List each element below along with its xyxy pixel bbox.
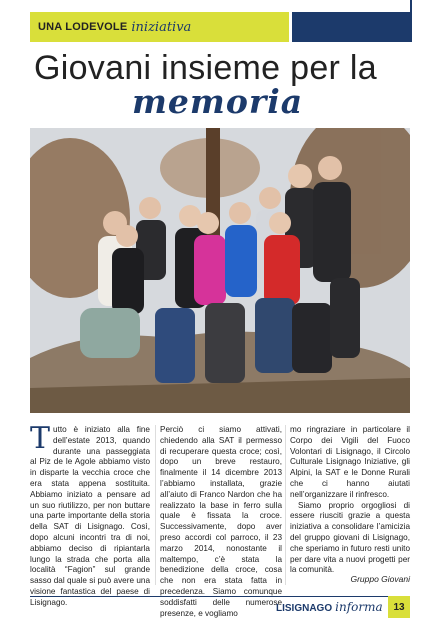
article-title-script: memoria: [132, 82, 304, 121]
header-rule: [410, 0, 412, 42]
article-text: utto è iniziato alla fine dell’estate 2013, quando durante una passeggiata al Piz de le Agole abbiamo visto in disparte la vecchia croce che era stata appena sostituita. Abbiamo iniziato a pensare ad un suo riutilizzo, per non buttare una parte importante della storia della SAT di Lisignago. Così, dopo alcuni incontri tra di noi, abbiamo deciso di ripiantarla lungo la strada che porta alla località “Fagion” sul grande sasso dal quale si può avere una visione fantastica del paese di Lisignago.: [30, 425, 150, 607]
footer-rule: [30, 596, 388, 597]
page-number: 13: [388, 596, 410, 618]
column-divider: [155, 425, 156, 585]
article-column-2: [160, 425, 282, 619]
article-column-1: [30, 421, 150, 609]
article-title: Giovani insieme per la: [34, 49, 377, 87]
drop-cap: T: [30, 421, 51, 456]
column-divider: [285, 425, 286, 585]
footer-brand-name: LISIGNAGO: [276, 603, 333, 614]
article-text: Perciò ci siamo attivati, chiedendo alla SAT il permesso di recuperare questa croce; così, dopo un breve restauro, finalmente il 14 dicembre 2013 l’abbiamo installata, grazie all’aiuto di Franco Nardon che ha realizzato la base in ferro sulla quale è fissata la croce. Successivamente, dopo aver preso accordi col parroco, il 23 marzo 2014, nonostante il maltempo, c’è stata la benedizione della croce, cosa che non era stata fatta in precedenza. Siamo comunque soddisfatti delle numerose presenze, e vogliamo: [160, 425, 282, 618]
section-kicker: UNA LODEVOLE: [38, 21, 128, 33]
header-navy-block: [292, 12, 410, 42]
section-kicker-script: iniziativa: [131, 19, 192, 35]
group-photo-illustration: [30, 128, 410, 413]
article-text: Siamo proprio orgogliosi di essere riusciti grazie a questa iniziativa a consolidare l’amicizia del gruppo giovani di Lisignago, che speriamo in futuro resti unito per dare vita a nuovi progetti per la comunità.: [290, 500, 410, 575]
article-text: mo ringraziare in particolare il Corpo dei Vigili del Fuoco Volontari di Lisignago, il Circolo Culturale Lisignago Iniziative, gli Alpini, la SAT e le Donne Rurali che ci hanno aiutati nell’organizzare il rinfresco.: [290, 425, 410, 499]
article-signature: Gruppo Giovani: [350, 574, 410, 584]
section-header: [30, 12, 292, 42]
article-column-3: [290, 425, 410, 576]
group-photo: [30, 128, 410, 413]
footer-brand-script: informa: [335, 600, 383, 614]
footer-brand: [276, 600, 383, 614]
